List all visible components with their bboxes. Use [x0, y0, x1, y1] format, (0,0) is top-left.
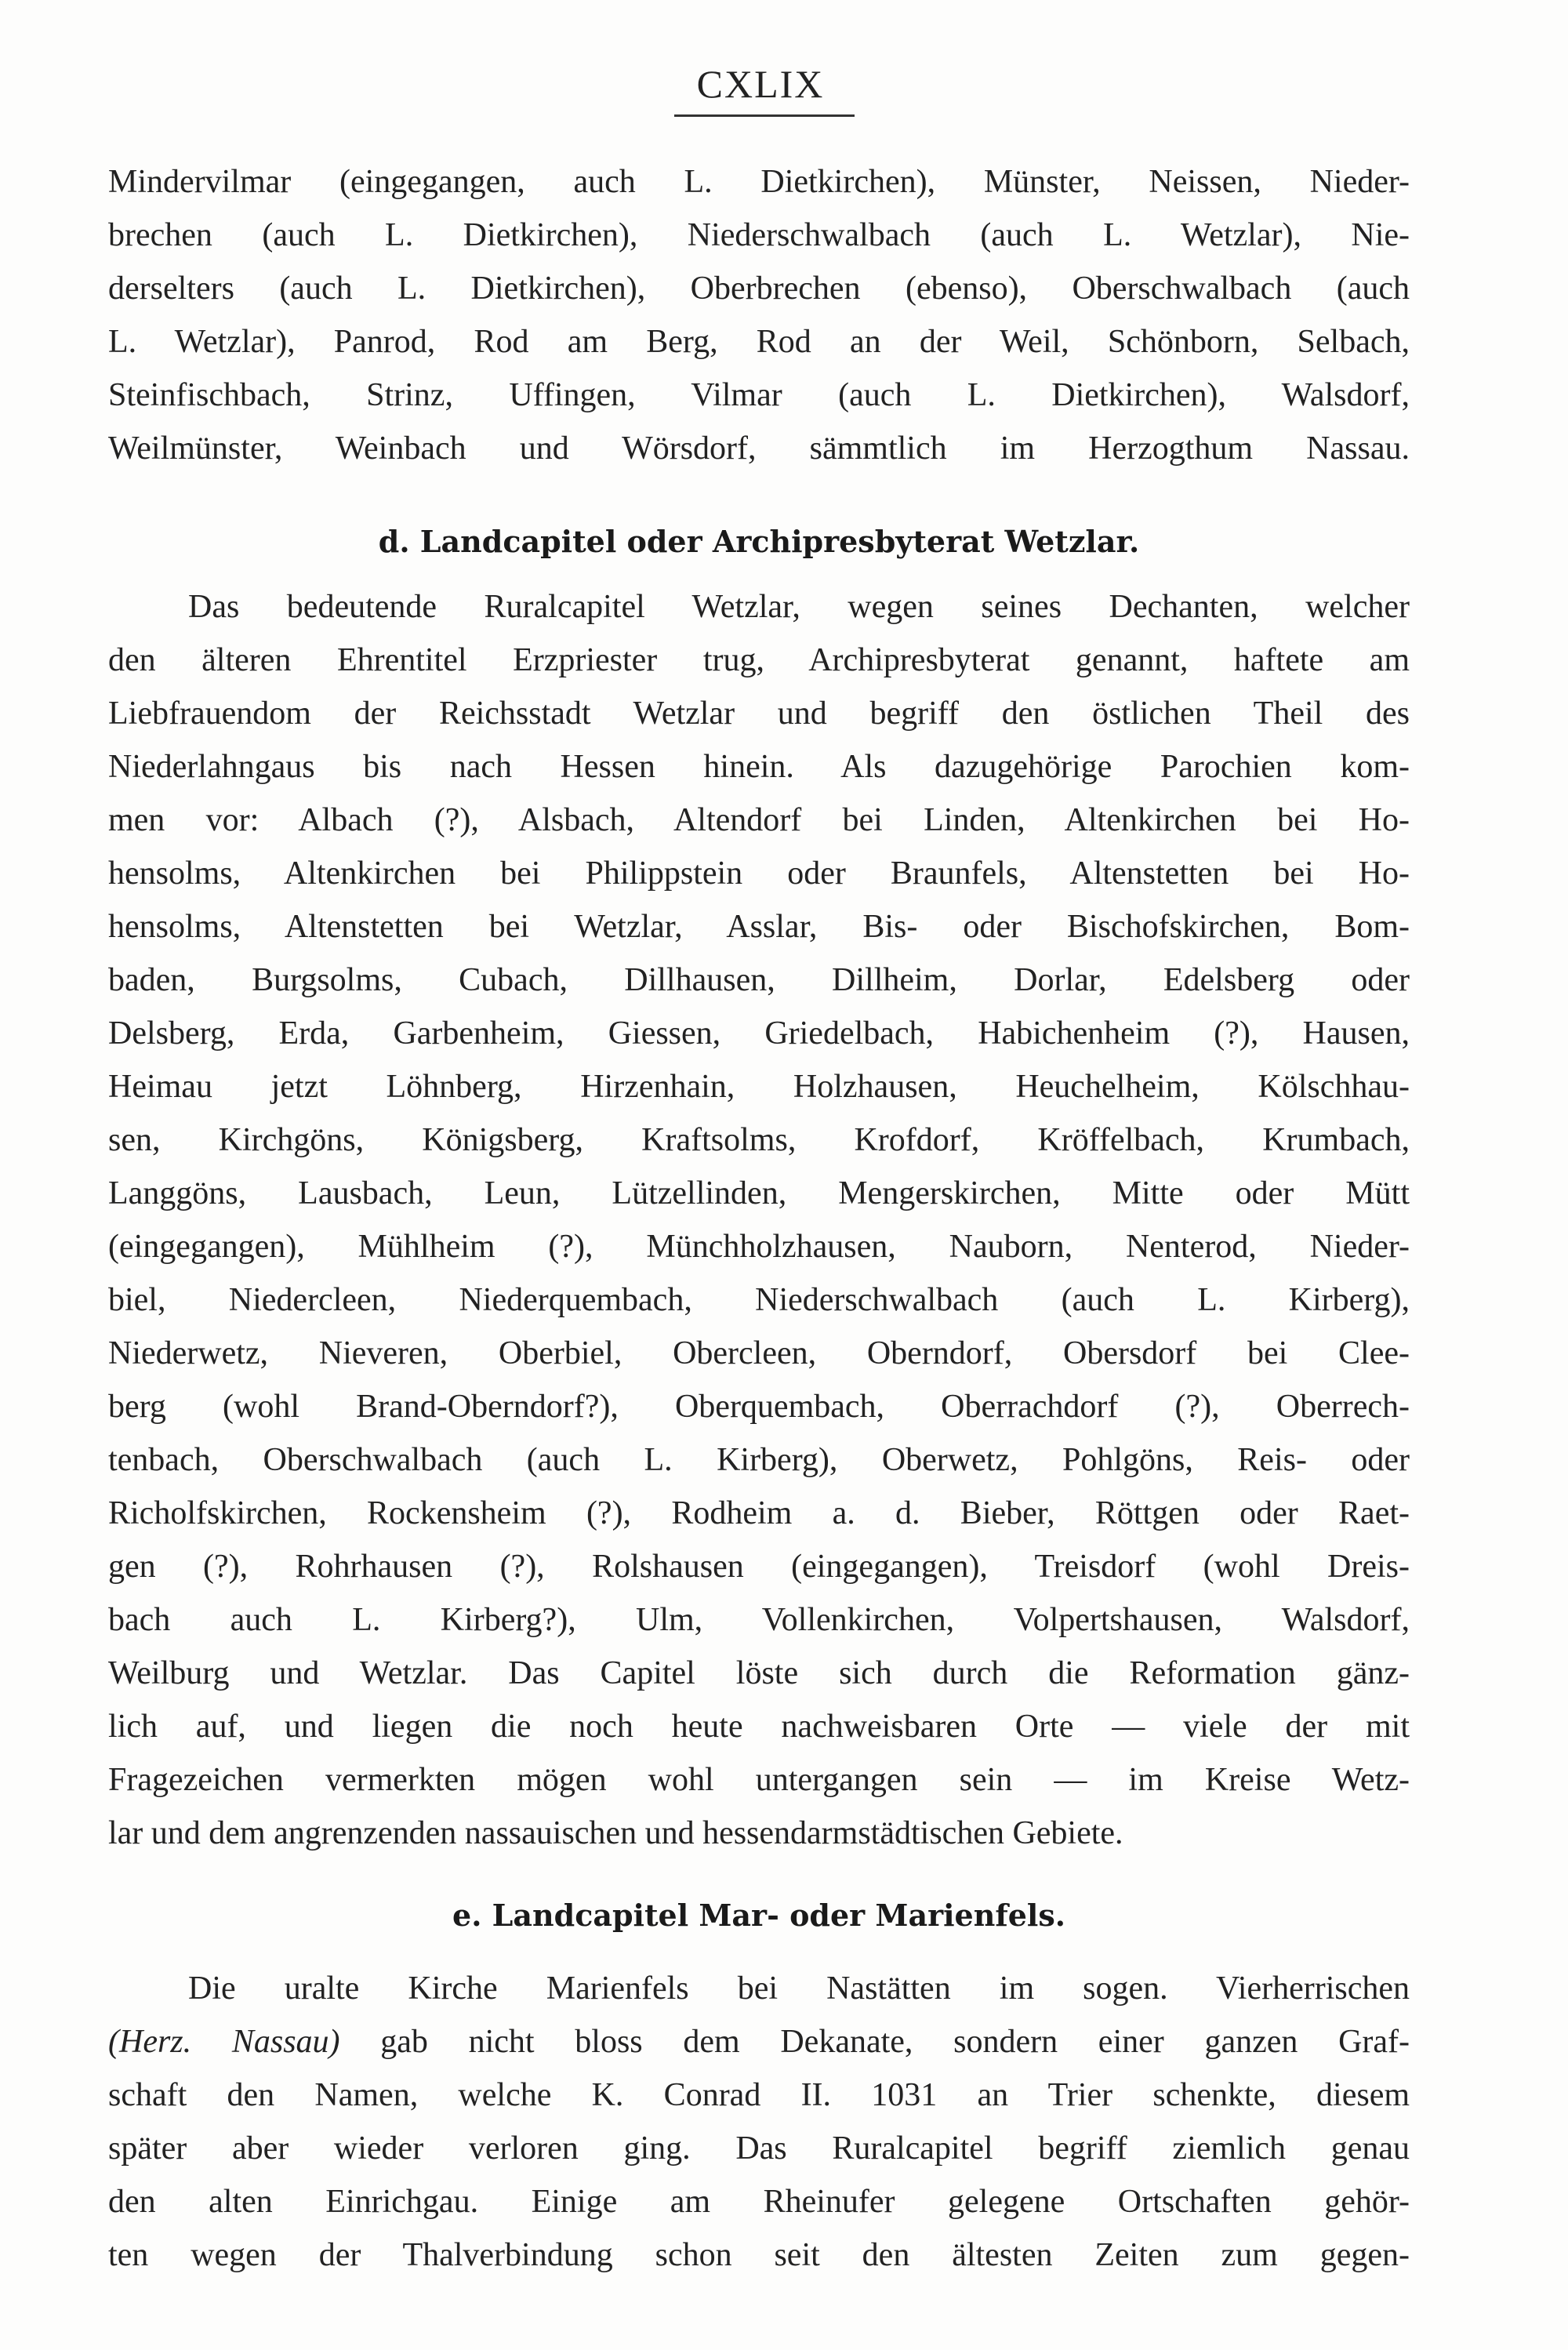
text-line: später aber wieder verloren ging. Das Ruralcapitel begriff ziemlich genau	[108, 2130, 1410, 2167]
text-line: schaft den Namen, welche K. Conrad II. 1031 an Trier schenkte, diesem	[108, 2077, 1410, 2113]
paragraph-section-d	[108, 580, 1410, 1860]
text-line: Das bedeutende Ruralcapitel Wetzlar, wegen seines Dechanten, welcher	[188, 589, 1410, 625]
text-line: Delsberg, Erda, Garbenheim, Giessen, Griedelbach, Habichenheim (?), Hausen,	[108, 1015, 1410, 1052]
text-line: brechen (auch L. Dietkirchen), Niederschwalbach (auch L. Wetzlar), Nie-	[108, 217, 1410, 253]
text-fragment: gab nicht bloss dem Dekanate, sondern einer ganzen Graf-	[339, 2024, 1410, 2060]
text-line: Fragezeichen vermerkten mögen wohl untergangen sein — im Kreise Wetz-	[108, 1762, 1410, 1798]
text-line: derselters (auch L. Dietkirchen), Oberbrechen (ebenso), Oberschwalbach (auch	[108, 271, 1410, 307]
italic-reference: (Herz. Nassau)	[108, 2024, 340, 2060]
text-line: Die uralte Kirche Marienfels bei Nastätten im sogen. Vierherrischen	[188, 1970, 1410, 2007]
text-line: (eingegangen), Mühlheim (?), Münchholzhausen, Nauborn, Nenterod, Nieder-	[108, 1229, 1410, 1265]
text-line: baden, Burgsolms, Cubach, Dillhausen, Dillheim, Dorlar, Edelsberg oder	[108, 962, 1410, 998]
text-line: gen (?), Rohrhausen (?), Rolshausen (eingegangen), Treisdorf (wohl Dreis-	[108, 1549, 1410, 1585]
text-line: biel, Niedercleen, Niederquembach, Niederschwalbach (auch L. Kirberg),	[108, 1282, 1410, 1318]
page-number-underline	[674, 114, 855, 117]
text-line: hensolms, Altenstetten bei Wetzlar, Asslar, Bis- oder Bischofskirchen, Bom-	[108, 909, 1410, 945]
text-line: den alten Einrichgau. Einige am Rheinufer gelegene Ortschaften gehör-	[108, 2184, 1410, 2220]
text-line: Langgöns, Lausbach, Leun, Lützellinden, Mengerskirchen, Mitte oder Mütt	[108, 1175, 1410, 1211]
text-line: berg (wohl Brand-Oberndorf?), Oberquembach, Oberrachdorf (?), Oberrech-	[108, 1389, 1410, 1425]
text-line: Niederwetz, Nieveren, Oberbiel, Obercleen, Oberndorf, Obersdorf bei Clee-	[108, 1335, 1410, 1371]
text-line: Steinfischbach, Strinz, Uffingen, Vilmar (auch L. Dietkirchen), Walsdorf,	[108, 377, 1410, 413]
paragraph-section-e	[108, 1962, 1410, 2282]
text-line: Mindervilmar (eingegangen, auch L. Dietkirchen), Münster, Neissen, Nieder-	[108, 164, 1410, 200]
text-line: ten wegen der Thalverbindung schon seit den ältesten Zeiten zum gegen-	[108, 2237, 1410, 2273]
text-line: hensolms, Altenkirchen bei Philippstein oder Braunfels, Altenstetten bei Ho-	[108, 855, 1410, 892]
paragraph-continuation	[108, 155, 1410, 475]
text-line: lar und dem angrenzenden nassauischen und hessendarmstädtischen Gebiete.	[108, 1815, 1123, 1851]
text-line: men vor: Albach (?), Alsbach, Altendorf bei Linden, Altenkirchen bei Ho-	[108, 802, 1410, 838]
section-heading-d: d. Landcapitel oder Archipresbyterat Wetzlar.	[378, 524, 1140, 559]
text-line: bach auch L. Kirberg?), Ulm, Vollenkirchen, Volpertshausen, Walsdorf,	[108, 1602, 1410, 1638]
text-line: Niederlahngaus bis nach Hessen hinein. Als dazugehörige Parochien kom-	[108, 749, 1410, 785]
text-line: Liebfrauendom der Reichsstadt Wetzlar und begriff den östlichen Theil des	[108, 696, 1410, 732]
text-line: tenbach, Oberschwalbach (auch L. Kirberg), Oberwetz, Pohlgöns, Reis- oder	[108, 1442, 1410, 1478]
section-heading-e: e. Landcapitel Mar- oder Marienfels.	[452, 1898, 1065, 1933]
text-line: Heimau jetzt Löhnberg, Hirzenhain, Holzhausen, Heuchelheim, Kölschhau-	[108, 1069, 1410, 1105]
text-line: Weilmünster, Weinbach und Wörsdorf, sämmtlich im Herzogthum Nassau.	[108, 430, 1410, 467]
text-line-mixed	[108, 2015, 1410, 2069]
text-line: lich auf, und liegen die noch heute nachweisbaren Orte — viele der mit	[108, 1709, 1410, 1745]
text-line: Richolfskirchen, Rockensheim (?), Rodheim a. d. Bieber, Röttgen oder Raet-	[108, 1495, 1410, 1531]
text-line: den älteren Ehrentitel Erzpriester trug, Archipresbyterat genannt, haftete am	[108, 642, 1410, 678]
text-line: Weilburg und Wetzlar. Das Capitel löste sich durch die Reformation gänz-	[108, 1655, 1410, 1691]
text-line: L. Wetzlar), Panrod, Rod am Berg, Rod an der Weil, Schönborn, Selbach,	[108, 324, 1410, 360]
page-number: CXLIX	[696, 62, 825, 106]
text-line: sen, Kirchgöns, Königsberg, Kraftsolms, Krofdorf, Kröffelbach, Krumbach,	[108, 1122, 1410, 1158]
